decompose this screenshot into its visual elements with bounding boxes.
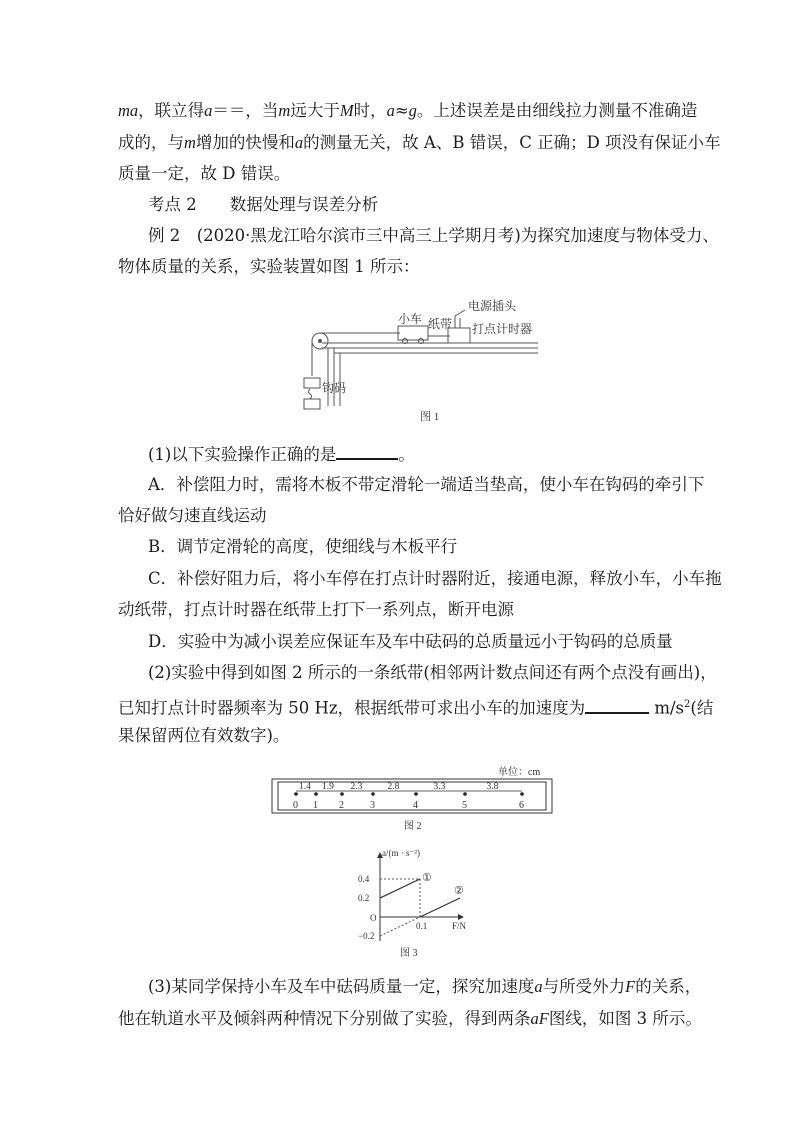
text-frag: (3)某同学保持小车及车中砝码质量一定，探究加速度 bbox=[148, 977, 535, 996]
tape-dot bbox=[463, 792, 467, 796]
text-frag: 的测量无关，故 A、B 错误，C 正确；D 项没有保证小车 bbox=[303, 133, 721, 152]
tape-dot bbox=[371, 792, 375, 796]
text-frag: 他在轨道水平及倾斜两种情况下分别做了实验，得到两条 bbox=[118, 1009, 531, 1028]
label-tape: 纸带 bbox=[428, 317, 453, 331]
text-frag: 。上述误差是由细线拉力测量不准确造 bbox=[416, 101, 698, 120]
series-line-1 bbox=[380, 879, 420, 898]
figure-3-graph bbox=[330, 846, 490, 961]
tape-dot bbox=[340, 792, 344, 796]
question-2-line-3: 果保留两位有效数字)。 bbox=[118, 726, 290, 745]
x-axis-label: F/N bbox=[452, 921, 467, 931]
text-frag: 的关系， bbox=[635, 977, 702, 996]
tape-point-label: 3 bbox=[370, 800, 375, 811]
tape-segment-label: 3.8 bbox=[486, 782, 499, 792]
var-a: a bbox=[294, 133, 304, 152]
tape-dot bbox=[294, 792, 298, 796]
tape-point-label: 2 bbox=[339, 800, 344, 811]
label-cart: 小车 bbox=[398, 312, 423, 326]
option-c-line-1: C．补偿好阻力后，将小车停在打点计时器附近，接通电源，释放小车，小车拖 bbox=[148, 569, 722, 588]
tape-dot bbox=[314, 792, 318, 796]
unit-label: 单位：cm bbox=[498, 767, 541, 778]
option-b: B．调节定滑轮的高度，使细线与木板平行 bbox=[148, 537, 458, 556]
tape-dot bbox=[520, 792, 524, 796]
text-frag: ≈ bbox=[394, 101, 409, 120]
var-m: m bbox=[278, 101, 291, 120]
question-3-line-2 bbox=[118, 1008, 702, 1030]
text-frag: 远大于 bbox=[290, 101, 340, 120]
x-axis-arrow bbox=[458, 914, 464, 920]
question-2-line-2 bbox=[118, 694, 713, 720]
series-line-2 bbox=[420, 898, 460, 917]
label-timer: 打点计时器 bbox=[472, 322, 533, 336]
y-tick-label: 0.4 bbox=[358, 874, 370, 884]
figure-1-apparatus bbox=[290, 296, 570, 426]
y-axis-label: a/(m · s⁻²) bbox=[382, 848, 420, 858]
section-heading: 考点 2 数据处理与误差分析 bbox=[148, 195, 379, 214]
text-frag: 增加的快慢和 bbox=[195, 133, 295, 152]
text-line-1 bbox=[118, 100, 697, 122]
x-tick-label: 0.1 bbox=[416, 921, 428, 931]
origin-label: O bbox=[370, 913, 377, 923]
series-label-1: ① bbox=[422, 872, 432, 884]
var-M: M bbox=[339, 101, 354, 120]
guide-line bbox=[380, 917, 420, 936]
question-3-line-1 bbox=[148, 976, 701, 998]
figure-2-caption: 图 2 bbox=[404, 821, 422, 832]
text-frag: 成的，与 bbox=[118, 133, 184, 152]
var-m: m bbox=[184, 133, 196, 152]
text-frag: ＝＝，当 bbox=[212, 101, 279, 120]
tape-segment-label: 1.9 bbox=[322, 782, 334, 792]
var-a: a bbox=[386, 101, 395, 120]
tape-point-label: 6 bbox=[519, 800, 524, 811]
text-frag: 时， bbox=[353, 101, 387, 120]
tape-segment-label: 1.4 bbox=[299, 782, 311, 792]
text-line-3: 质量一定，故 D 错误。 bbox=[118, 164, 291, 183]
var-g: g bbox=[408, 101, 417, 120]
var-aF: aF bbox=[530, 1009, 549, 1028]
text-frag: 。 bbox=[398, 445, 415, 464]
text-frag: (结 bbox=[690, 698, 714, 718]
figure-3-caption: 图 3 bbox=[400, 948, 418, 959]
question-2-line-1: (2)实验中得到如图 2 所示的一条纸带(相邻两计数点间还有两个点没有画出)， bbox=[148, 663, 717, 682]
option-a-line-1: A．补偿阻力时，需将木板不带定滑轮一端适当垫高，使小车在钩码的牵引下 bbox=[148, 475, 705, 494]
option-c-line-2: 动纸带，打点计时器在纸带上打下一系列点，断开电源 bbox=[118, 600, 514, 619]
example-line-1: 例 2 (2020·黑龙江哈尔滨市三中高三上学期月考)为探究加速度与物体受力、 bbox=[148, 226, 719, 245]
option-a-line-2: 恰好做匀速直线运动 bbox=[118, 506, 267, 525]
y-tick-label: −0.2 bbox=[358, 931, 375, 941]
var-F: F bbox=[625, 977, 636, 996]
answer-blank-2[interactable] bbox=[585, 696, 649, 714]
tape-point-label: 4 bbox=[413, 800, 418, 811]
var-a: a bbox=[204, 101, 213, 120]
label-weight: 钩码 bbox=[322, 381, 347, 395]
option-d: D．实验中为减小误差应保证车及车中砝码的总质量远小于钩码的总质量 bbox=[148, 632, 673, 651]
var-ma: ma bbox=[118, 101, 139, 120]
tape-point-label: 0 bbox=[293, 800, 298, 811]
text-frag: m/s bbox=[654, 698, 685, 718]
tape-point-label: 5 bbox=[462, 800, 467, 811]
series-label-2: ② bbox=[454, 885, 464, 897]
superscript: 2 bbox=[684, 699, 691, 710]
tape-segment-label: 3.3 bbox=[433, 782, 446, 792]
label-plug: 电源插头 bbox=[468, 299, 517, 313]
y-tick-label: 0.2 bbox=[358, 893, 370, 903]
example-line-2: 物体质量的关系，实验装置如图 1 所示： bbox=[118, 257, 420, 276]
figure-1-caption: 图 1 bbox=[420, 411, 440, 423]
text-line-2 bbox=[118, 132, 721, 154]
text-frag: ，联立得 bbox=[138, 101, 205, 120]
figure-2-tape bbox=[270, 763, 560, 833]
question-1 bbox=[148, 442, 415, 466]
text-frag: 与所受外力 bbox=[542, 977, 626, 996]
text-frag: 图线，如图 3 所示。 bbox=[548, 1009, 702, 1028]
var-a: a bbox=[534, 977, 543, 996]
text-frag: 已知打点计时器频率为 50 Hz，根据纸带可求出小车的加速度为 bbox=[118, 698, 586, 718]
tape-segment-label: 2.3 bbox=[350, 782, 363, 792]
tape-segment-label: 2.8 bbox=[387, 782, 400, 792]
tape-dot bbox=[414, 792, 418, 796]
text-frag: (1)以下实验操作正确的是 bbox=[148, 445, 337, 464]
tape-point-label: 1 bbox=[313, 800, 318, 811]
answer-blank-1[interactable] bbox=[336, 442, 398, 460]
